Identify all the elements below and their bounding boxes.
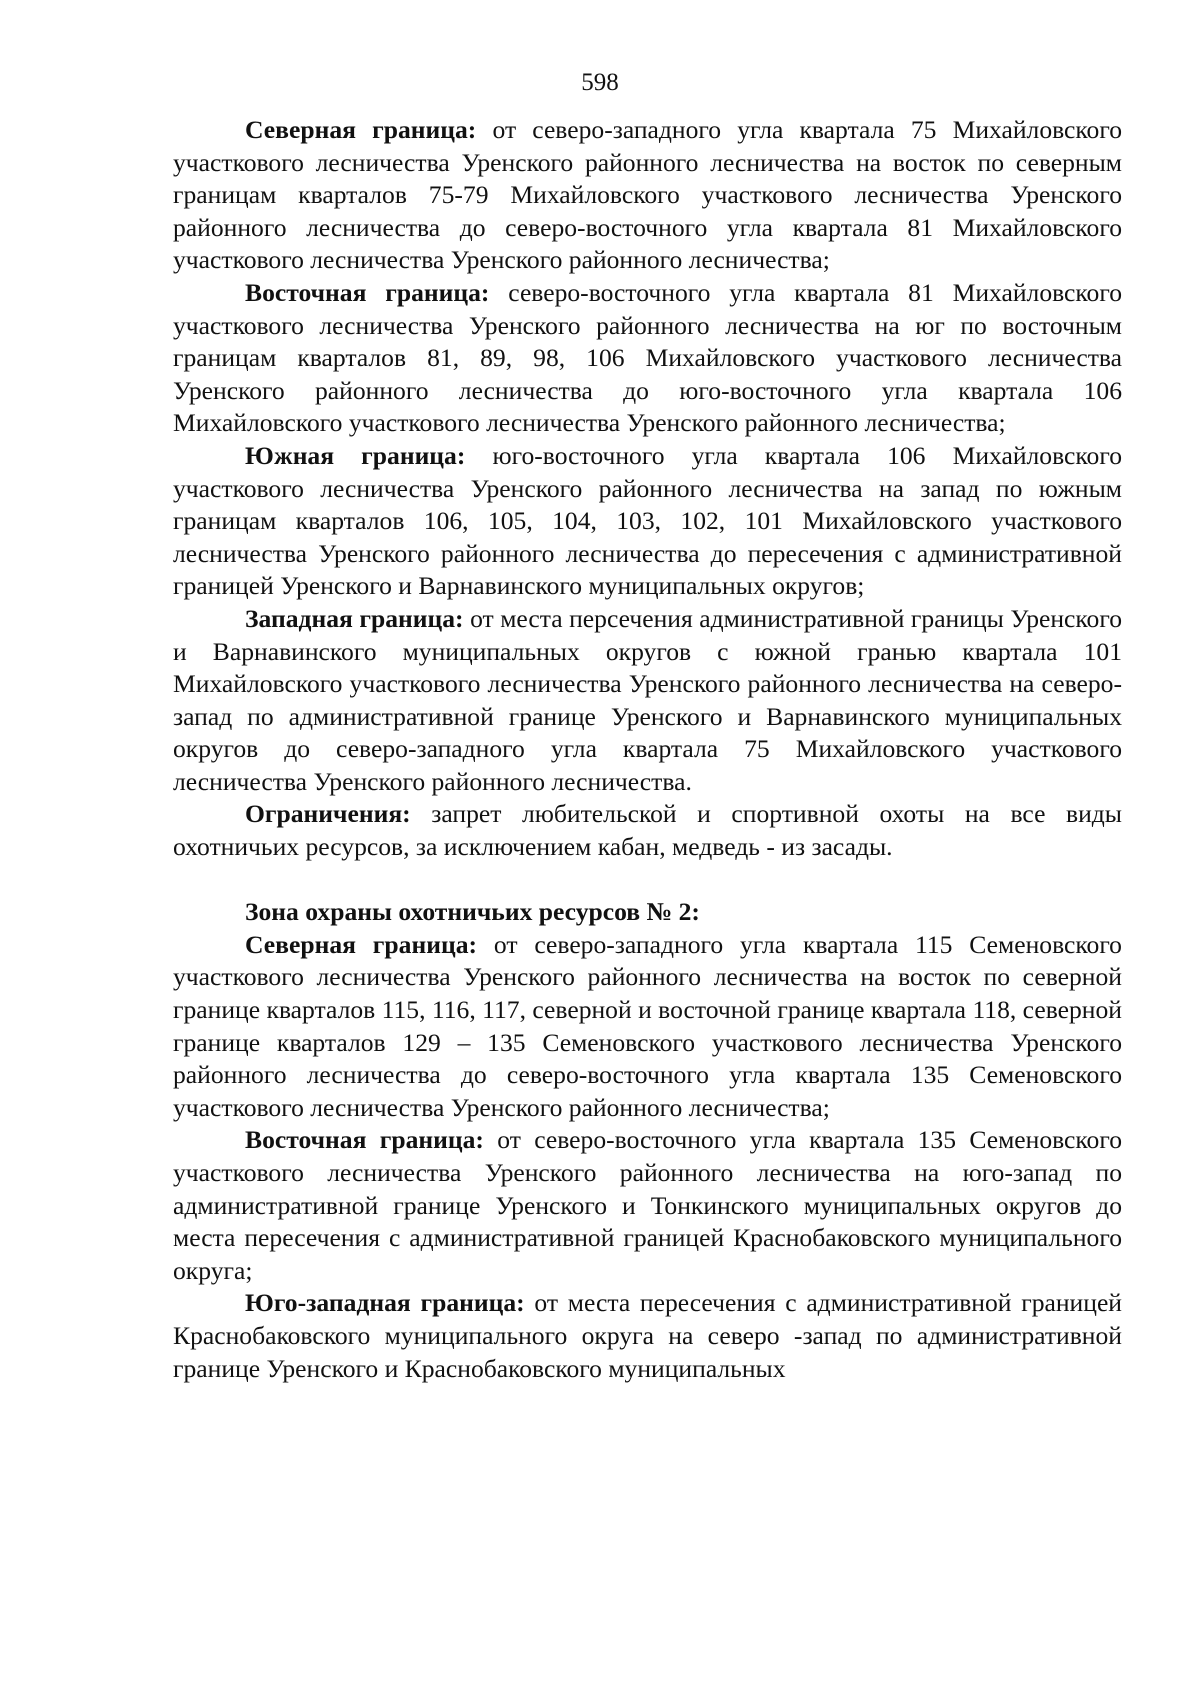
zone1-north-text: от северо-западного угла квартала 75 Михайловского участкового лесничества Уренского районного лесничества на восток по северным границам кварталов 75-79 Михайловского участкового лесничества Уренского районного лесничества до северо-восточного угла квартала 81 Михайловского участкового лесничества Уренского районного лесничества; — [173, 115, 1123, 275]
zone1-south-boundary — [173, 440, 1122, 603]
zone1-south-text: юго-восточного угла квартала 106 Михайловского участкового лесничества Уренского районного лесничества на запад по южным границам кварталов 106, 105, 104, 103, 102, 101 Михайловского участкового лесничества Уренского районного лесничества до пересечения с административной границей Уренского и Варнавинского муниципальных округов; — [173, 440, 1122, 601]
zone2-east-boundary — [173, 1124, 1122, 1287]
zone1-east-boundary — [173, 277, 1122, 440]
zone2-southwest-text: от места пересечения с административной границей Краснобаковского муниципального округа на северо -запад по административной границе Уренского и Краснобаковского муниципальных — [173, 1288, 1123, 1383]
zone2-north-label: Северная граница: — [245, 929, 478, 959]
zone2-southwest-label: Юго-западная граница: — [245, 1288, 525, 1318]
zone1-west-label: Западная граница: — [245, 603, 464, 633]
document-body — [173, 114, 1122, 1385]
zone2-east-label: Восточная граница: — [245, 1125, 484, 1155]
zone1-north-boundary — [173, 114, 1122, 277]
zone2-north-text: от северо-западного угла квартала 115 Семеновского участкового лесничества Уренского районного лесничества на восток по северной границе кварталов 115, 116, 117, северной и восточной границе квартала 118, северной границе кварталов 129 – 135 Семеновского участкового лесничества Уренского районного лесничества до северо-восточного угла квартала 135 Семеновского участкового лесничества Уренского районного лесничества; — [173, 929, 1122, 1122]
zone1-restrictions-label: Ограничения: — [245, 799, 411, 829]
zone2-southwest-boundary — [173, 1287, 1122, 1385]
zone2-east-text: от северо-восточного угла квартала 135 Семеновского участкового лесничества Уренского районного лесничества на юго-запад по административной границе Уренского и Тонкинского муниципальных округов до места пересечения с административной границей Краснобаковского муниципального округа; — [173, 1125, 1123, 1285]
zone1-north-label: Северная граница: — [245, 115, 477, 144]
zone1-restrictions-text: запрет любительской и спортивной охоты на все виды охотничьих ресурсов, за исключением кабан, медведь - из засады. — [173, 799, 1122, 862]
zone1-south-label: Южная граница: — [245, 440, 466, 470]
page-number: 598 — [581, 69, 619, 96]
zone1-restrictions — [173, 798, 1122, 863]
zone2-heading: Зона охраны охотничьих ресурсов № 2: — [245, 897, 700, 927]
zone1-west-text: от места персечения административной границы Уренского и Варнавинского муниципальных округов с южной гранью квартала 101 Михайловского участкового лесничества Уренского районного лесничества на северо-запад по административной границе Уренского и Варнавинского муниципальных округов до северо-западного угла квартала 75 Михайловского участкового лесничества Уренского районного лесничества. — [173, 603, 1122, 796]
zone1-east-label: Восточная граница: — [245, 277, 490, 307]
zone1-west-boundary — [173, 603, 1122, 799]
zone1-east-text: северо-восточного угла квартала 81 Михайловского участкового лесничества Уренского районного лесничества на юг по восточным границам кварталов 81, 89, 98, 106 Михайловского участкового лесничества Уренского районного лесничества до юго-восточного угла квартала 106 Михайловского участкового лесничества Уренского районного лесничества; — [173, 277, 1122, 438]
zone2-north-boundary — [173, 929, 1122, 1125]
